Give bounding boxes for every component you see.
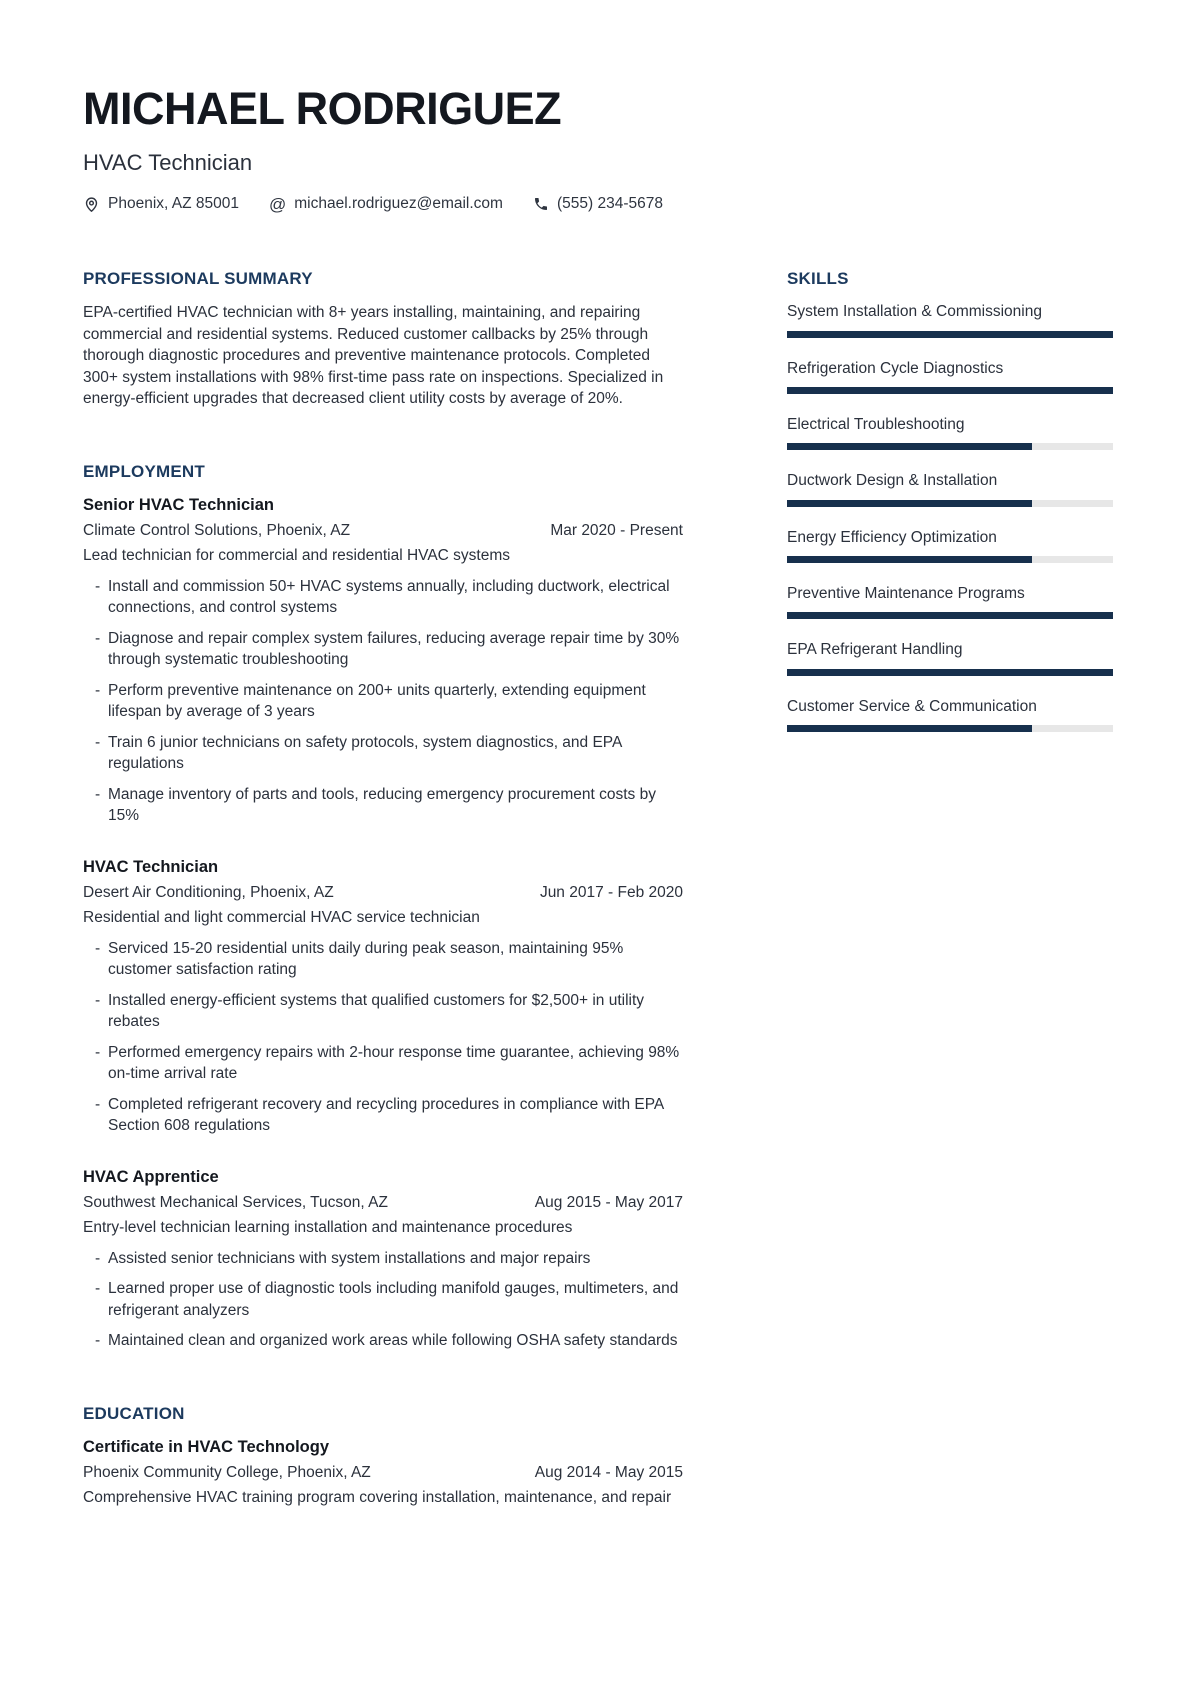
- location-pin-icon: [83, 196, 100, 213]
- contact-location: [83, 195, 239, 213]
- phone-icon: [533, 196, 549, 212]
- education-degree: Certificate in HVAC Technology: [83, 1437, 330, 1456]
- education-entry: [83, 1437, 683, 1509]
- education-heading: EDUCATION: [83, 1403, 185, 1423]
- job-meta-row: [83, 1194, 683, 1212]
- email-at-icon: @: [269, 194, 287, 214]
- job-entry: [83, 1167, 683, 1352]
- job-meta-row: [83, 522, 683, 540]
- candidate-name: MICHAEL RODRIGUEZ: [83, 83, 562, 134]
- job-dates: Aug 2015 - May 2017: [534, 1194, 683, 1211]
- contact-email: [269, 195, 503, 213]
- job-bullet-list: [83, 1248, 683, 1352]
- education-dates: Aug 2014 - May 2015: [534, 1463, 683, 1481]
- skill-item: [787, 359, 1113, 394]
- skill-item: [787, 415, 1113, 450]
- job-bullet: - Manage inventory of parts and tools, reducing emergency procurement costs by 15%: [83, 784, 683, 827]
- job-bullet: - Installed energy-efficient systems that qualified customers for $2,500+ in utility rebates: [83, 990, 683, 1033]
- skill-label: System Installation & Commissioning: [787, 303, 1042, 321]
- skill-bar-fill: [787, 443, 1032, 450]
- skill-item: [787, 528, 1113, 563]
- skill-bar-track: [787, 500, 1113, 507]
- job-title: Senior HVAC Technician: [83, 495, 275, 514]
- skill-bar-track: [787, 331, 1113, 338]
- skill-bar-fill: [787, 556, 1032, 563]
- skill-label: Electrical Troubleshooting: [787, 415, 965, 433]
- skill-item: [787, 697, 1113, 732]
- education-school: Phoenix Community College, Phoenix, AZ: [83, 1463, 371, 1481]
- summary-heading: PROFESSIONAL SUMMARY: [83, 269, 313, 289]
- job-bullet: - Diagnose and repair complex system failures, reducing average repair time by 30% through systematic troubleshooting: [83, 628, 683, 671]
- skills-column: [787, 269, 1113, 1508]
- job-bullet-list: [83, 576, 683, 827]
- job-bullet: - Completed refrigerant recovery and recycling procedures in compliance with EPA Section 608 regulations: [83, 1094, 683, 1137]
- job-bullet: - Train 6 junior technicians on safety protocols, system diagnostics, and EPA regulations: [83, 732, 683, 775]
- contact-row: [83, 195, 1113, 213]
- skill-item: [787, 471, 1113, 506]
- job-company: Desert Air Conditioning, Phoenix, AZ: [83, 884, 334, 902]
- job-bullet: - Learned proper use of diagnostic tools including manifold gauges, multimeters, and refrigerant analyzers: [83, 1278, 683, 1321]
- employment-heading: EMPLOYMENT: [83, 461, 205, 481]
- section-education: [83, 1404, 683, 1509]
- skill-label: Preventive Maintenance Programs: [787, 585, 1025, 603]
- skill-label: Energy Efficiency Optimization: [787, 528, 997, 546]
- skill-bar-track: [787, 387, 1113, 394]
- skills-heading: SKILLS: [787, 269, 849, 289]
- job-dates: Mar 2020 - Present: [550, 522, 683, 540]
- skill-bar-fill: [787, 725, 1032, 732]
- job-entry: [83, 495, 683, 827]
- job-meta-row: [83, 884, 683, 902]
- contact-phone: [533, 195, 663, 213]
- job-bullet: - Performed emergency repairs with 2-hour response time guarantee, achieving 98% on-time arrival rate: [83, 1042, 683, 1085]
- content-columns: [83, 269, 1113, 1508]
- skill-label: Refrigeration Cycle Diagnostics: [787, 359, 1004, 377]
- contact-phone-text: (555) 234-5678: [556, 195, 663, 213]
- contact-email-text: michael.rodriguez@email.com: [294, 195, 503, 213]
- skill-bar-track: [787, 556, 1113, 563]
- job-bullet: - Assisted senior technicians with system installations and major repairs: [83, 1248, 683, 1270]
- skill-bar-fill: [787, 500, 1032, 507]
- summary-text: EPA-certified HVAC technician with 8+ years installing, maintaining, and repairing commercial and residential systems. Reduced customer callbacks by 25% through thorough diagnostic procedures and preventive maintenance protocols. Completed 300+ system installations with 98% first-time pass rate on inspections. Specialized in energy-efficient upgrades that decreased client utility costs by average of 20%.: [83, 304, 664, 408]
- main-column: [83, 269, 683, 1508]
- job-bullet: - Maintained clean and organized work areas while following OSHA safety standards: [83, 1330, 683, 1352]
- job-bullet: - Perform preventive maintenance on 200+ units quarterly, extending equipment lifespan by average of 3 years: [83, 680, 683, 723]
- job-description: Residential and light commercial HVAC service technician: [83, 909, 480, 927]
- education-meta-row: [83, 1464, 683, 1482]
- job-title: HVAC Apprentice: [83, 1167, 219, 1186]
- skill-label: EPA Refrigerant Handling: [787, 641, 963, 659]
- job-company: Climate Control Solutions, Phoenix, AZ: [83, 522, 351, 540]
- job-bullet-list: [83, 938, 683, 1137]
- skill-item: [787, 302, 1113, 337]
- skill-label: Customer Service & Communication: [787, 697, 1037, 715]
- skill-item: [787, 584, 1113, 619]
- section-employment: [83, 462, 683, 1352]
- skill-label: Ductwork Design & Installation: [787, 472, 998, 490]
- job-description: Entry-level technician learning installation and maintenance procedures: [83, 1219, 573, 1236]
- contact-location-text: Phoenix, AZ 85001: [108, 195, 239, 213]
- skill-bar-fill: [787, 387, 1113, 394]
- job-dates: Jun 2017 - Feb 2020: [539, 884, 683, 902]
- education-description: Comprehensive HVAC training program covering installation, maintenance, and repair: [83, 1488, 672, 1506]
- section-professional-summary: [83, 269, 683, 410]
- job-company: Southwest Mechanical Services, Tucson, AZ: [83, 1194, 388, 1211]
- job-entry: [83, 857, 683, 1137]
- skill-bar-track: [787, 443, 1113, 450]
- skill-bar-fill: [787, 331, 1113, 338]
- skill-item: [787, 640, 1113, 675]
- skill-bar-track: [787, 725, 1113, 732]
- header: [83, 83, 1113, 214]
- candidate-job-title: HVAC Technician: [83, 149, 253, 175]
- job-bullet: - Install and commission 50+ HVAC systems annually, including ductwork, electrical connections, and control systems: [83, 576, 683, 619]
- job-title: HVAC Technician: [83, 857, 219, 876]
- skill-bar-track: [787, 669, 1113, 676]
- skill-bar-track: [787, 612, 1113, 619]
- skill-bar-fill: [787, 612, 1113, 619]
- skill-bar-fill: [787, 669, 1113, 676]
- job-description: Lead technician for commercial and residential HVAC systems: [83, 547, 511, 565]
- job-bullet: - Serviced 15-20 residential units daily during peak season, maintaining 95% customer satisfaction rating: [83, 938, 683, 981]
